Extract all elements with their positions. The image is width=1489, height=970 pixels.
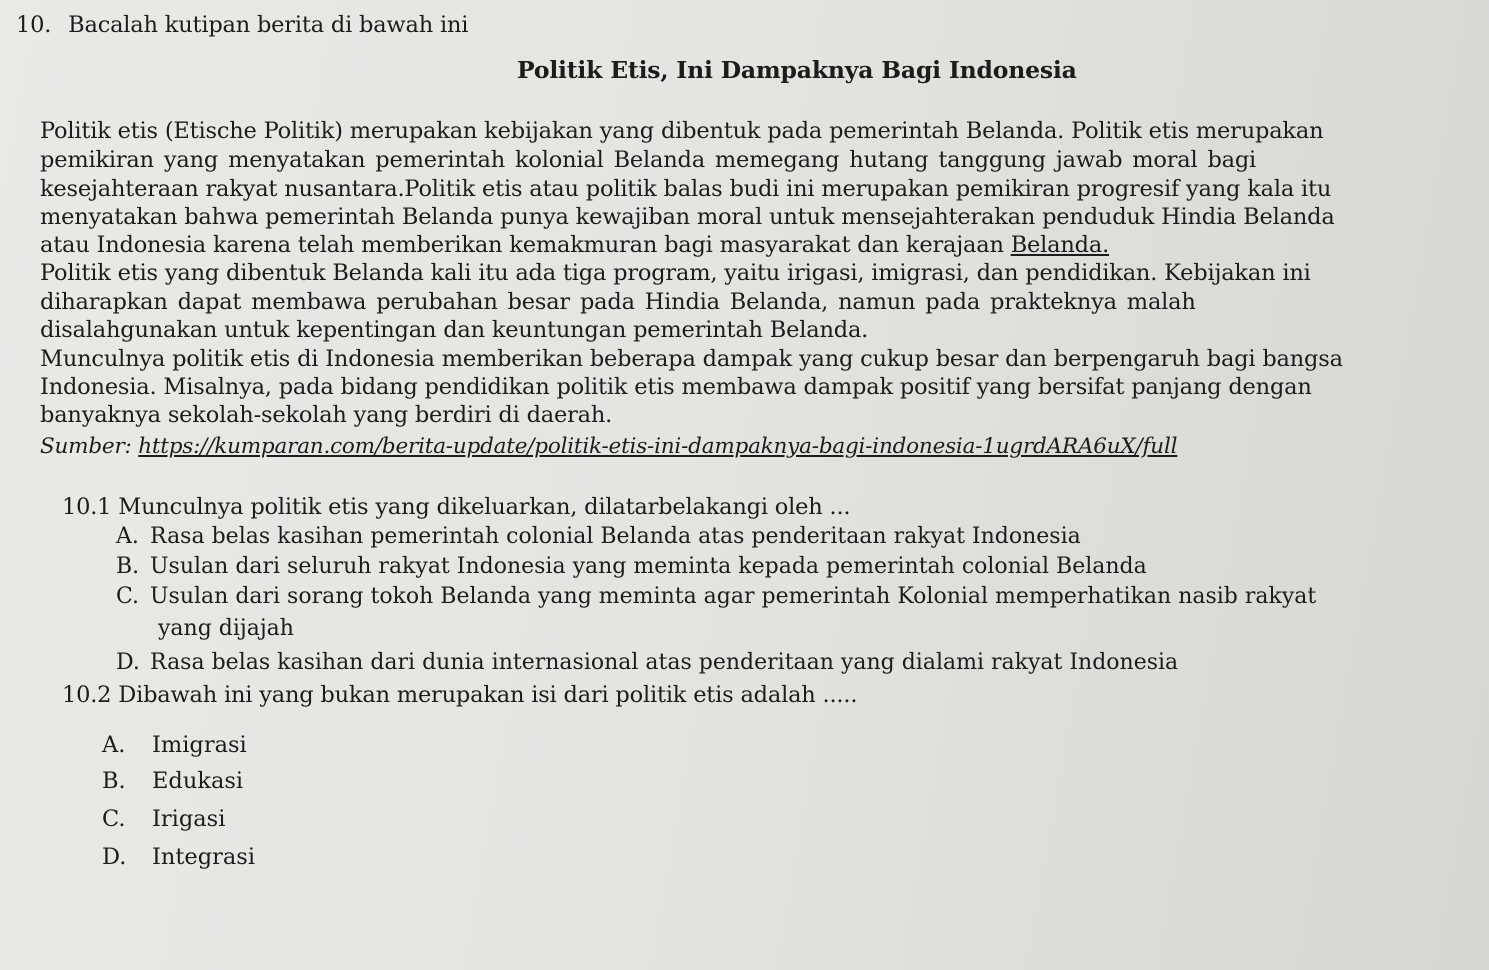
option-text: yang dijajah — [158, 616, 294, 641]
q1-option-c[interactable] — [116, 582, 1316, 612]
article-line-5 — [40, 230, 1109, 260]
option-text: Usulan dari seluruh rakyat Indonesia yang meminta kepada pemerintah colonial Belanda — [150, 554, 1147, 579]
q1-option-b[interactable] — [116, 552, 1147, 582]
question-intro: Bacalah kutipan berita di bawah ini — [68, 12, 469, 38]
option-text: Rasa belas kasihan dari dunia internasional atas penderitaan yang dialami rakyat Indonesia — [150, 650, 1179, 675]
source-link[interactable]: https://kumparan.com/berita-update/politik-etis-ini-dampaknya-bagi-indonesia-1ugrdARA6uX/full — [138, 434, 1178, 459]
q2-option-c[interactable] — [102, 804, 225, 834]
article-line-3: kesejahteraan rakyat nusantara.Politik etis atau politik balas budi ini merupakan pemikiran progresif yang kala itu — [40, 176, 1332, 202]
article-line-7: diharapkan dapat membawa perubahan besar pada Hindia Belanda, namun pada prakteknya malah — [40, 289, 1196, 315]
article-source — [40, 432, 1177, 462]
option-letter: A. — [116, 524, 139, 549]
article-line-10: Indonesia. Misalnya, pada bidang pendidikan politik etis membawa dampak positif yang bersifat panjang dengan — [40, 374, 1312, 400]
q1-option-d[interactable] — [116, 648, 1178, 678]
article-line-6: Politik etis yang dibentuk Belanda kali itu ada tiga program, yaitu irigasi, imigrasi, dan pendidikan. Kebijakan ini — [40, 260, 1311, 286]
q1-option-a[interactable] — [116, 522, 1081, 552]
article-line-9: Munculnya politik etis di Indonesia memberikan beberapa dampak yang cukup besar dan berpengaruh bagi bangsa — [40, 346, 1343, 372]
option-text: Irigasi — [152, 806, 226, 832]
option-letter: B. — [102, 768, 126, 794]
q2-option-a[interactable] — [102, 730, 247, 760]
article-line-5-text: atau Indonesia karena telah memberikan kemakmuran bagi masyarakat dan kerajaan — [40, 232, 1011, 258]
article-line-1: Politik etis (Etische Politik) merupakan kebijakan yang dibentuk pada pemerintah Belanda. Politik etis merupakan — [40, 118, 1324, 144]
article-line-4: menyatakan bahwa pemerintah Belanda punya kewajiban moral untuk mensejahterakan penduduk Hindia Belanda — [40, 204, 1335, 230]
option-letter: C. — [116, 584, 140, 609]
option-text: Imigrasi — [152, 732, 247, 758]
article-line-8: disalahgunakan untuk kepentingan dan keuntungan pemerintah Belanda. — [40, 317, 869, 343]
option-text: Edukasi — [152, 768, 244, 794]
underlined-word: Belanda. — [1010, 232, 1110, 258]
option-text: Integrasi — [152, 844, 256, 870]
option-text: Rasa belas kasihan pemerintah colonial Belanda atas penderitaan rakyat Indonesia — [150, 524, 1081, 549]
option-letter: D. — [116, 650, 140, 675]
q1-option-c-continued — [158, 614, 294, 644]
question-10-2-stem: 10.2 Dibawah ini yang bukan merupakan isi dari politik etis adalah ..... — [62, 682, 858, 708]
option-letter: D. — [102, 844, 127, 870]
article-title: Politik Etis, Ini Dampaknya Bagi Indonesia — [517, 56, 1077, 84]
q2-option-b[interactable] — [102, 766, 243, 796]
option-letter: C. — [102, 806, 126, 832]
option-letter: A. — [102, 732, 126, 758]
option-letter: B. — [116, 554, 140, 579]
article-line-11: banyaknya sekolah-sekolah yang berdiri di daerah. — [40, 402, 613, 428]
question-header — [16, 10, 468, 40]
question-10-1-stem: 10.1 Munculnya politik etis yang dikeluarkan, dilatarbelakangi oleh ... — [62, 494, 851, 520]
q2-option-d[interactable] — [102, 842, 255, 872]
source-label: Sumber: — [40, 434, 139, 459]
question-number: 10. — [16, 12, 52, 38]
option-text: Usulan dari sorang tokoh Belanda yang meminta agar pemerintah Kolonial memperhatikan nasib rakyat — [150, 584, 1317, 609]
article-line-2: pemikiran yang menyatakan pemerintah kolonial Belanda memegang hutang tanggung jawab moral bagi — [40, 147, 1257, 173]
